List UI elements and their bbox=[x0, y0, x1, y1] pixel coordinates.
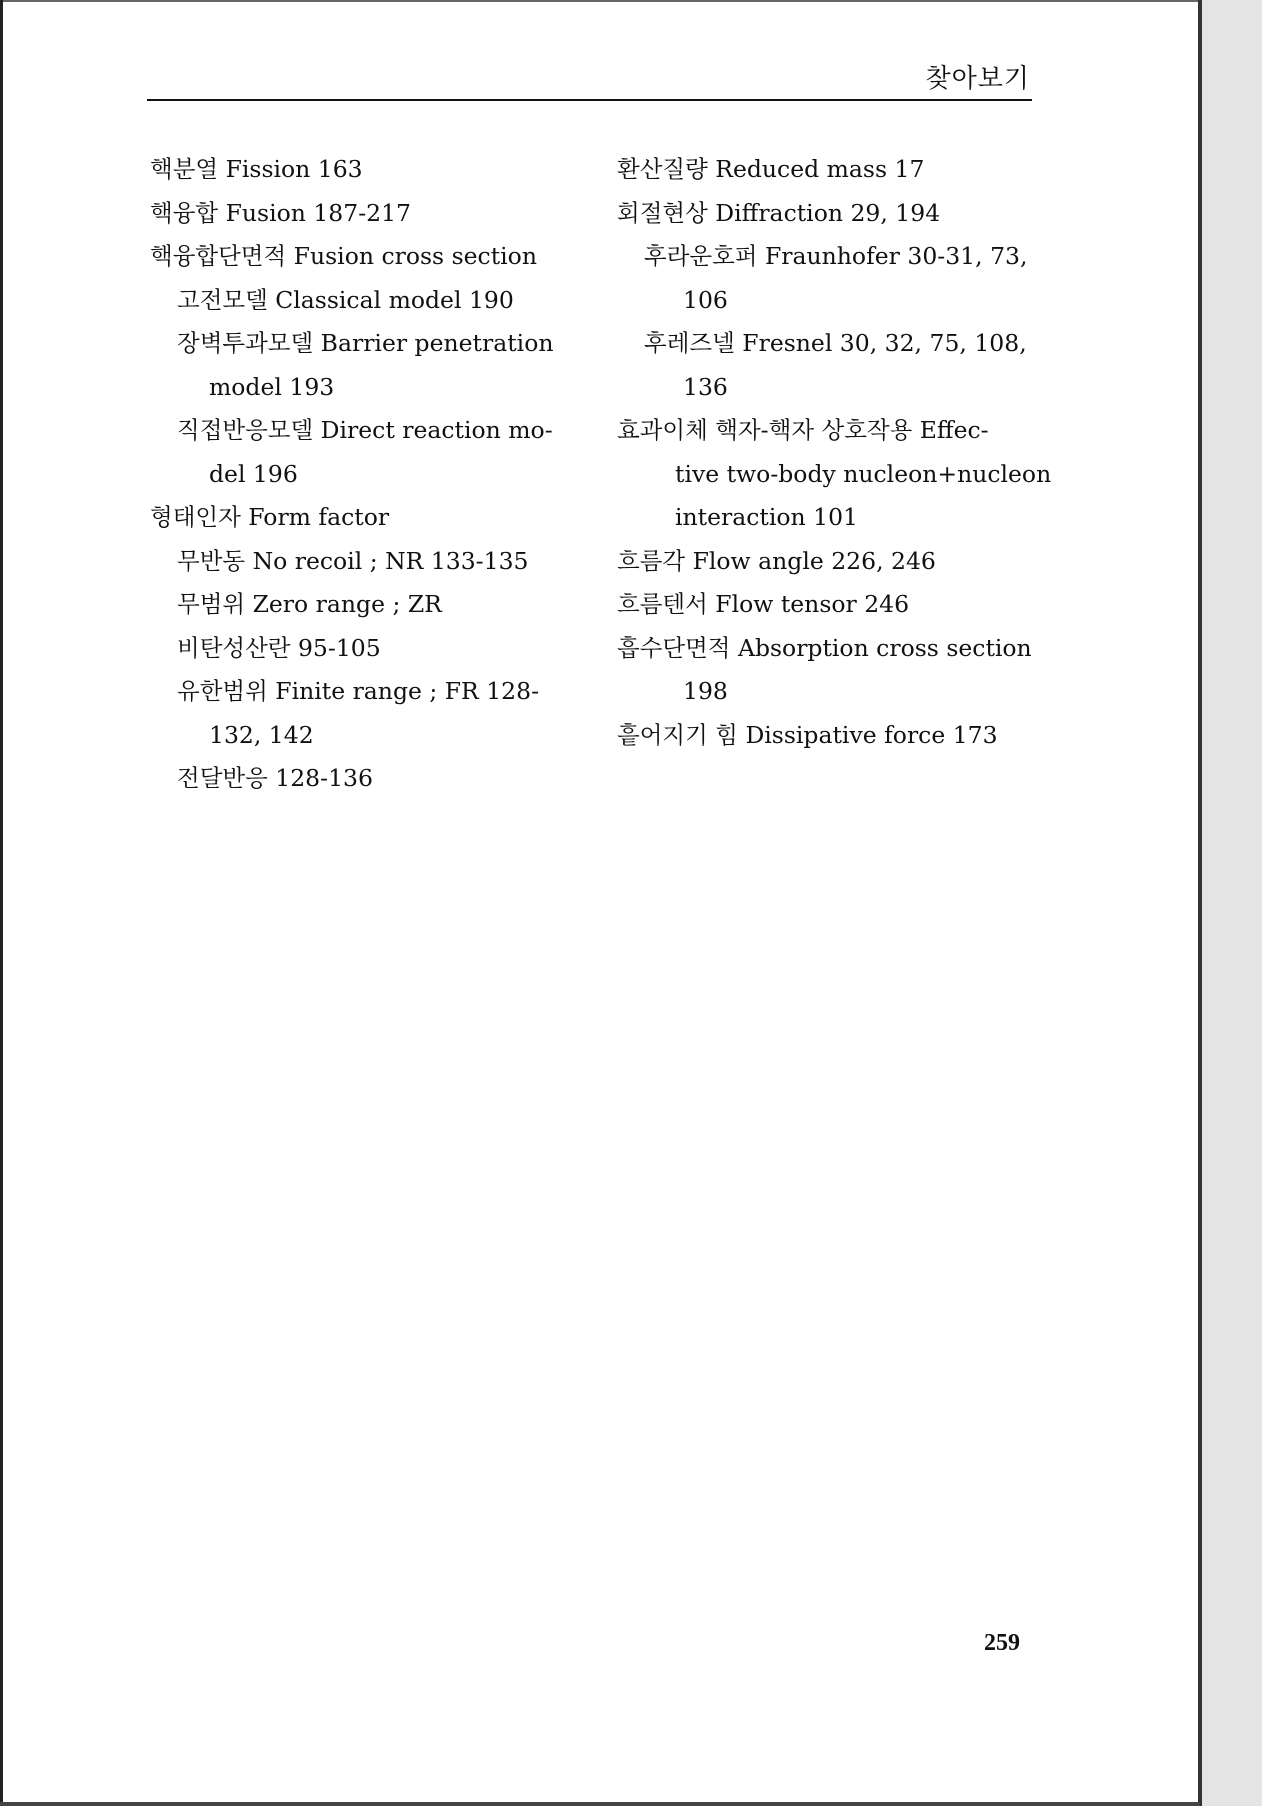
index-entry: 흐름각 Flow angle 226, 246 bbox=[617, 546, 936, 575]
index-entry: 흐름텐서 Flow tensor 246 bbox=[617, 590, 910, 618]
page-border-top bbox=[0, 0, 1200, 2]
index-entry: 환산질량 Reduced mass 17 bbox=[617, 155, 925, 183]
index-entry: 핵분열 Fission 163 bbox=[150, 155, 363, 183]
index-continuation: 132, 142 bbox=[209, 720, 314, 749]
index-subentry: 후레즈넬 Fresnel 30, 32, 75, 108, bbox=[644, 329, 1027, 357]
index-entry: 핵융합단면적 Fusion cross section bbox=[150, 242, 537, 270]
page-border-bottom bbox=[0, 1802, 1200, 1806]
running-header: 찾아보기 bbox=[925, 64, 1030, 94]
index-subentry: 무범위 Zero range ; ZR bbox=[177, 590, 442, 618]
index-continuation: 136 bbox=[683, 372, 728, 401]
index-subentry: 무반동 No recoil ; NR 133-135 bbox=[177, 546, 529, 575]
page-border-left bbox=[0, 0, 3, 1806]
index-entry: 효과이체 핵자-핵자 상호작용 Effec- bbox=[617, 416, 989, 444]
index-subentry: 고전모델 Classical model 190 bbox=[177, 285, 514, 314]
index-entry: 핵융합 Fusion 187-217 bbox=[150, 198, 411, 227]
index-subentry: 후라운호퍼 Fraunhofer 30-31, 73, bbox=[644, 242, 1028, 270]
index-continuation: model 193 bbox=[209, 372, 335, 401]
header-rule bbox=[147, 99, 1032, 101]
index-subentry: 전달반응 128-136 bbox=[177, 764, 373, 792]
index-entry: 흡수단면적 Absorption cross section bbox=[617, 633, 1032, 662]
index-continuation: del 196 bbox=[209, 459, 298, 488]
page-number: 259 bbox=[984, 1630, 1020, 1656]
index-entry: 형태인자 Form factor bbox=[150, 503, 390, 531]
index-subentry: 유한범위 Finite range ; FR 128- bbox=[177, 677, 540, 705]
index-entry: 회절현상 Diffraction 29, 194 bbox=[617, 198, 941, 227]
index-continuation: 198 bbox=[683, 677, 728, 705]
index-subentry: 장벽투과모델 Barrier penetration bbox=[177, 329, 554, 357]
index-continuation: 106 bbox=[683, 285, 728, 314]
viewer-background bbox=[1202, 0, 1262, 1806]
index-entry: 흩어지기 힘 Dissipative force 173 bbox=[617, 720, 998, 749]
index-continuation: tive two-body nucleon+nucleon bbox=[675, 459, 1052, 488]
index-column-right bbox=[617, 148, 1052, 757]
index-subentry: 직접반응모델 Direct reaction mo- bbox=[177, 416, 553, 444]
index-column-left bbox=[150, 148, 580, 801]
index-subentry: 비탄성산란 95-105 bbox=[177, 633, 381, 662]
index-continuation: interaction 101 bbox=[675, 503, 858, 531]
